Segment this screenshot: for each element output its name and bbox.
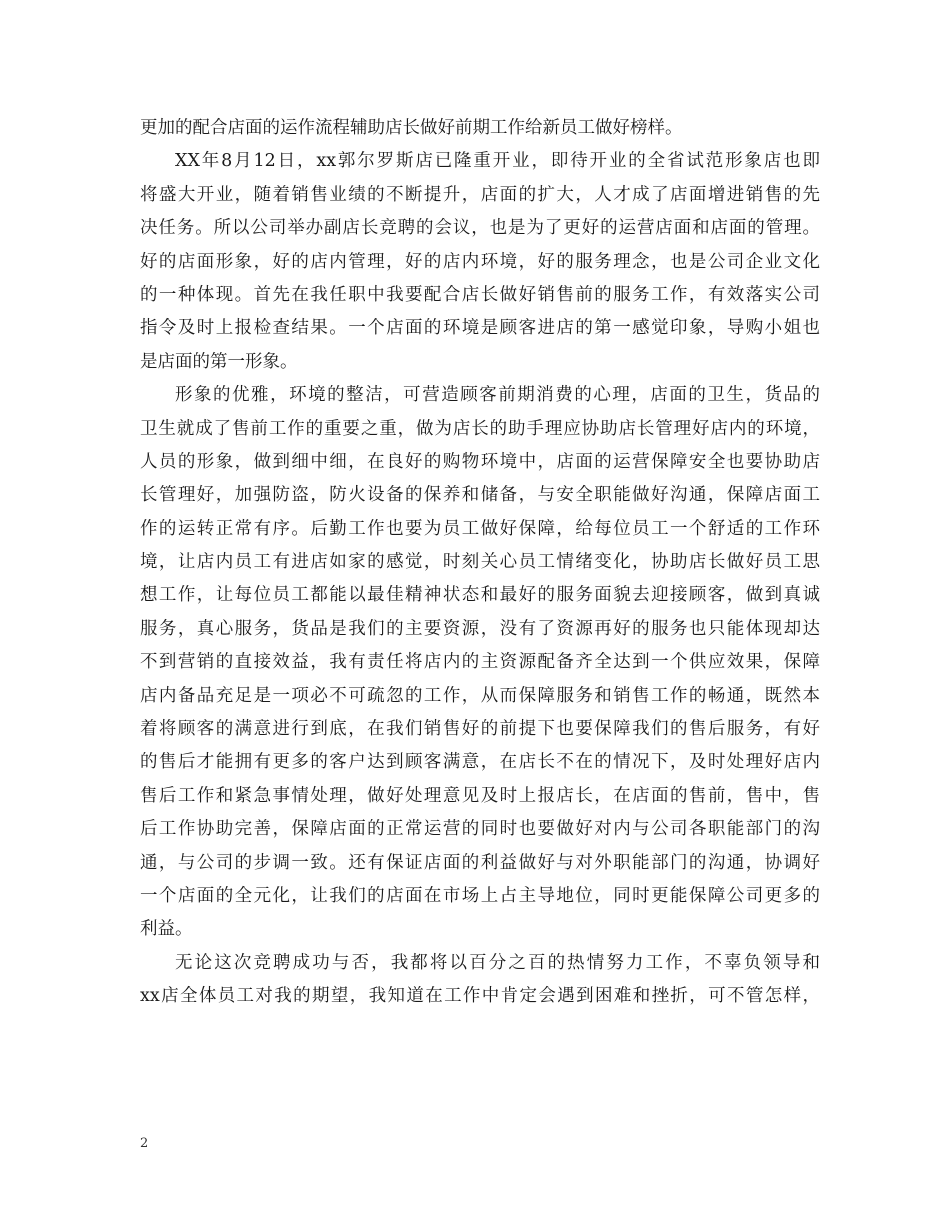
page-number: 2 [140, 1136, 149, 1151]
text-line: 将盛大开业，随着销售业绩的不断提升，店面的扩大，人才成了店面增进销售的先 [140, 184, 820, 205]
text-line: 指令及时上报检查结果。一个店面的环境是顾客进店的第一感觉印象，导购小姐也 [140, 318, 820, 339]
text-line: 是店面的第一形象。 [140, 351, 298, 372]
text-line: XX年8月12日，xx郭尔罗斯店已隆重开业，即待开业的全省试范形象店也即 [175, 151, 820, 172]
text-line: 人员的形象，做到细中细，在良好的购物环境中，店面的运营保障安全也要协助店 [140, 451, 820, 472]
body-text [140, 112, 820, 1014]
text-line: 更加的配合店面的运作流程辅助店长做好前期工作给新员工做好榜样。 [140, 118, 683, 138]
text-line: xx店全体员工对我的期望，我知道在工作中肯定会遇到困难和挫折，可不管怎样， [140, 986, 820, 1007]
text-line: 的售后才能拥有更多的客户达到顾客满意，在店长不在的情况下，及时处理好店内 [140, 752, 820, 773]
text-line: 形象的优雅，环境的整洁，可营造顾客前期消费的心理，店面的卫生，货品的 [175, 385, 820, 406]
text-line: 想工作，让每位员工都能以最佳精神状态和最好的服务面貌去迎接顾客，做到真诚 [140, 585, 820, 606]
text-line: 着将顾客的满意进行到底，在我们销售好的前提下也要保障我们的售后服务，有好 [140, 719, 820, 740]
text-line: 长管理好，加强防盗，防火设备的保养和储备，与安全职能做好沟通，保障店面工 [140, 485, 820, 506]
text-line: 服务，真心服务，货品是我们的主要资源，没有了资源再好的服务也只能体现却达 [140, 618, 820, 639]
text-line: 通，与公司的步调一致。还有保证店面的利益做好与对外职能部门的沟通，协调好 [140, 852, 820, 873]
text-line: 卫生就成了售前工作的重要之重，做为店长的助手理应协助店长管理好店内的环境， [140, 418, 820, 439]
text-line: 售后工作和紧急事情处理，做好处理意见及时上报店长，在店面的售前，售中，售 [140, 785, 820, 806]
text-line: 后工作协助完善，保障店面的正常运营的同时也要做好对内与公司各职能部门的沟 [140, 819, 820, 840]
text-line: 境，让店内员工有进店如家的感觉，时刻关心员工情绪变化，协助店长做好员工思 [140, 552, 820, 573]
text-line: 一个店面的全元化，让我们的店面在市场上占主导地位，同时更能保障公司更多的 [140, 885, 820, 906]
text-line: 利益。 [140, 919, 193, 940]
text-line: 店内备品充足是一项必不可疏忽的工作，从而保障服务和销售工作的畅通，既然本 [140, 685, 820, 706]
text-line: 无论这次竞聘成功与否，我都将以百分之百的热情努力工作，不辜负领导和 [175, 952, 820, 973]
text-line: 决任务。所以公司举办副店长竞聘的会议，也是为了更好的运营店面和店面的管理。 [140, 218, 820, 239]
text-line: 好的店面形象，好的店内管理，好的店内环境，好的服务理念，也是公司企业文化 [140, 251, 820, 272]
text-line: 作的运转正常有序。后勤工作也要为员工做好保障，给每位员工一个舒适的工作环 [140, 518, 820, 539]
text-line: 的一种体现。首先在我任职中我要配合店长做好销售前的服务工作，有效落实公司 [140, 284, 820, 305]
text-line: 不到营销的直接效益，我有责任将店内的主资源配备齐全达到一个供应效果，保障 [140, 652, 820, 673]
